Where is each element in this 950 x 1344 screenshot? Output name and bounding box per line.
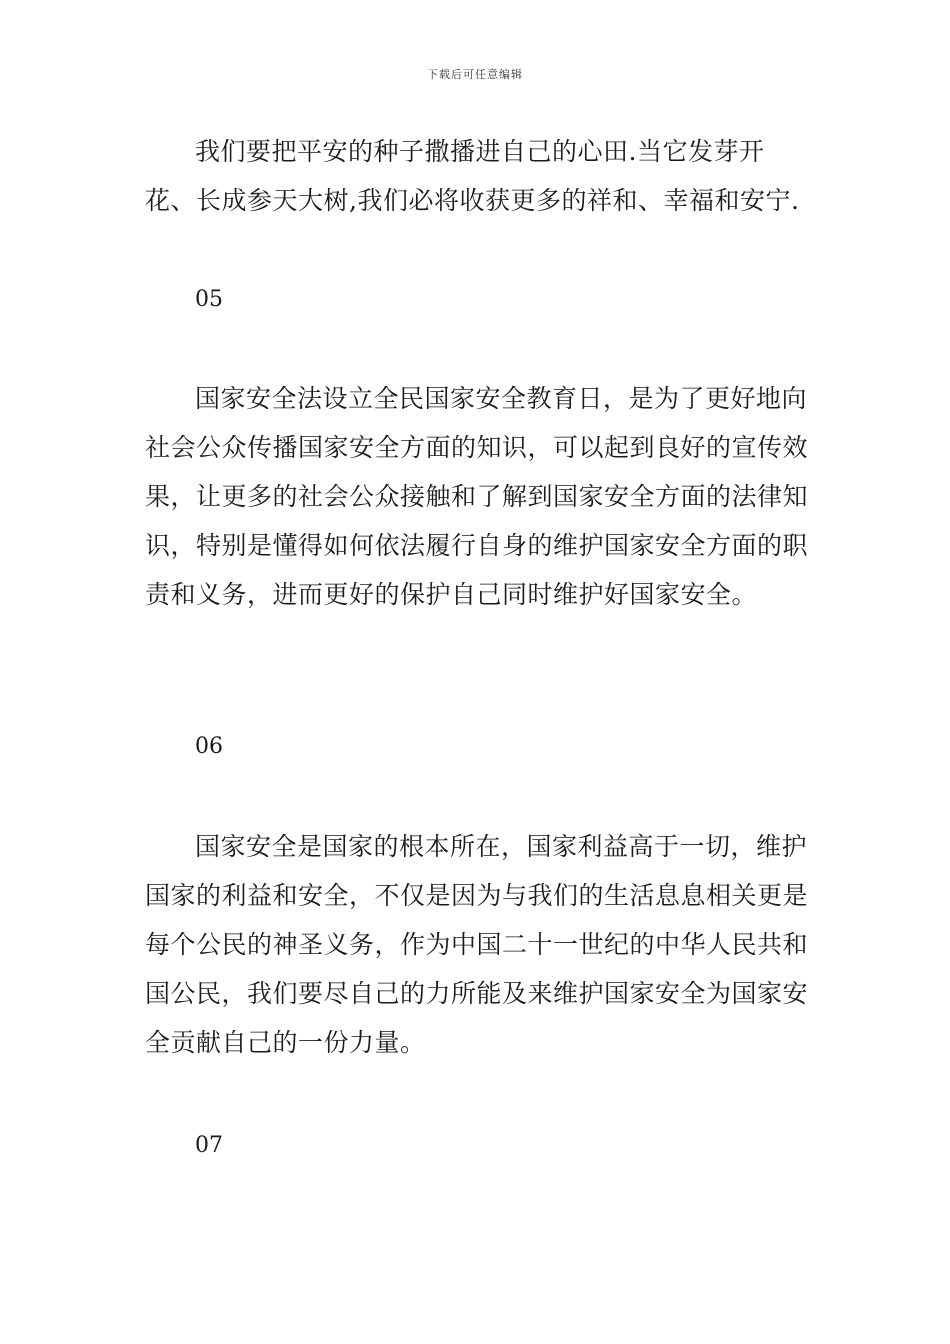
paragraph-2: 国家安全法设立全民国家安全教育日，是为了更好地向社会公众传播国家安全方面的知识，可以起到良好的宣传效果，让更多的社会公众接触和了解到国家安全方面的法律知识，特别是懂得如何依法履行自身的维护国家安全方面的职责和义务，进而更好的保护自己同时维护好国家安全。 — [145, 384, 809, 609]
section-number-07: 07 — [195, 1133, 223, 1158]
section-number-05: 05 — [195, 287, 223, 312]
section-number-06: 06 — [195, 734, 223, 759]
header-note: 下载后可任意编辑 — [427, 68, 523, 81]
paragraph-1: 我们要把平安的种子撒播进自己的心田.当它发芽开花、长成参天大树,我们必将收获更多的祥和、幸福和安宁. — [145, 137, 800, 215]
paragraph-3: 国家安全是国家的根本所在，国家利益高于一切，维护国家的利益和安全，不仅是因为与我们的生活息息相关更是每个公民的神圣义务，作为中国二十一世纪的中华人民共和国公民，我们要尽自己的力所能及来维护国家安全为国家安全贡献自己的一份力量。 — [145, 832, 809, 1057]
